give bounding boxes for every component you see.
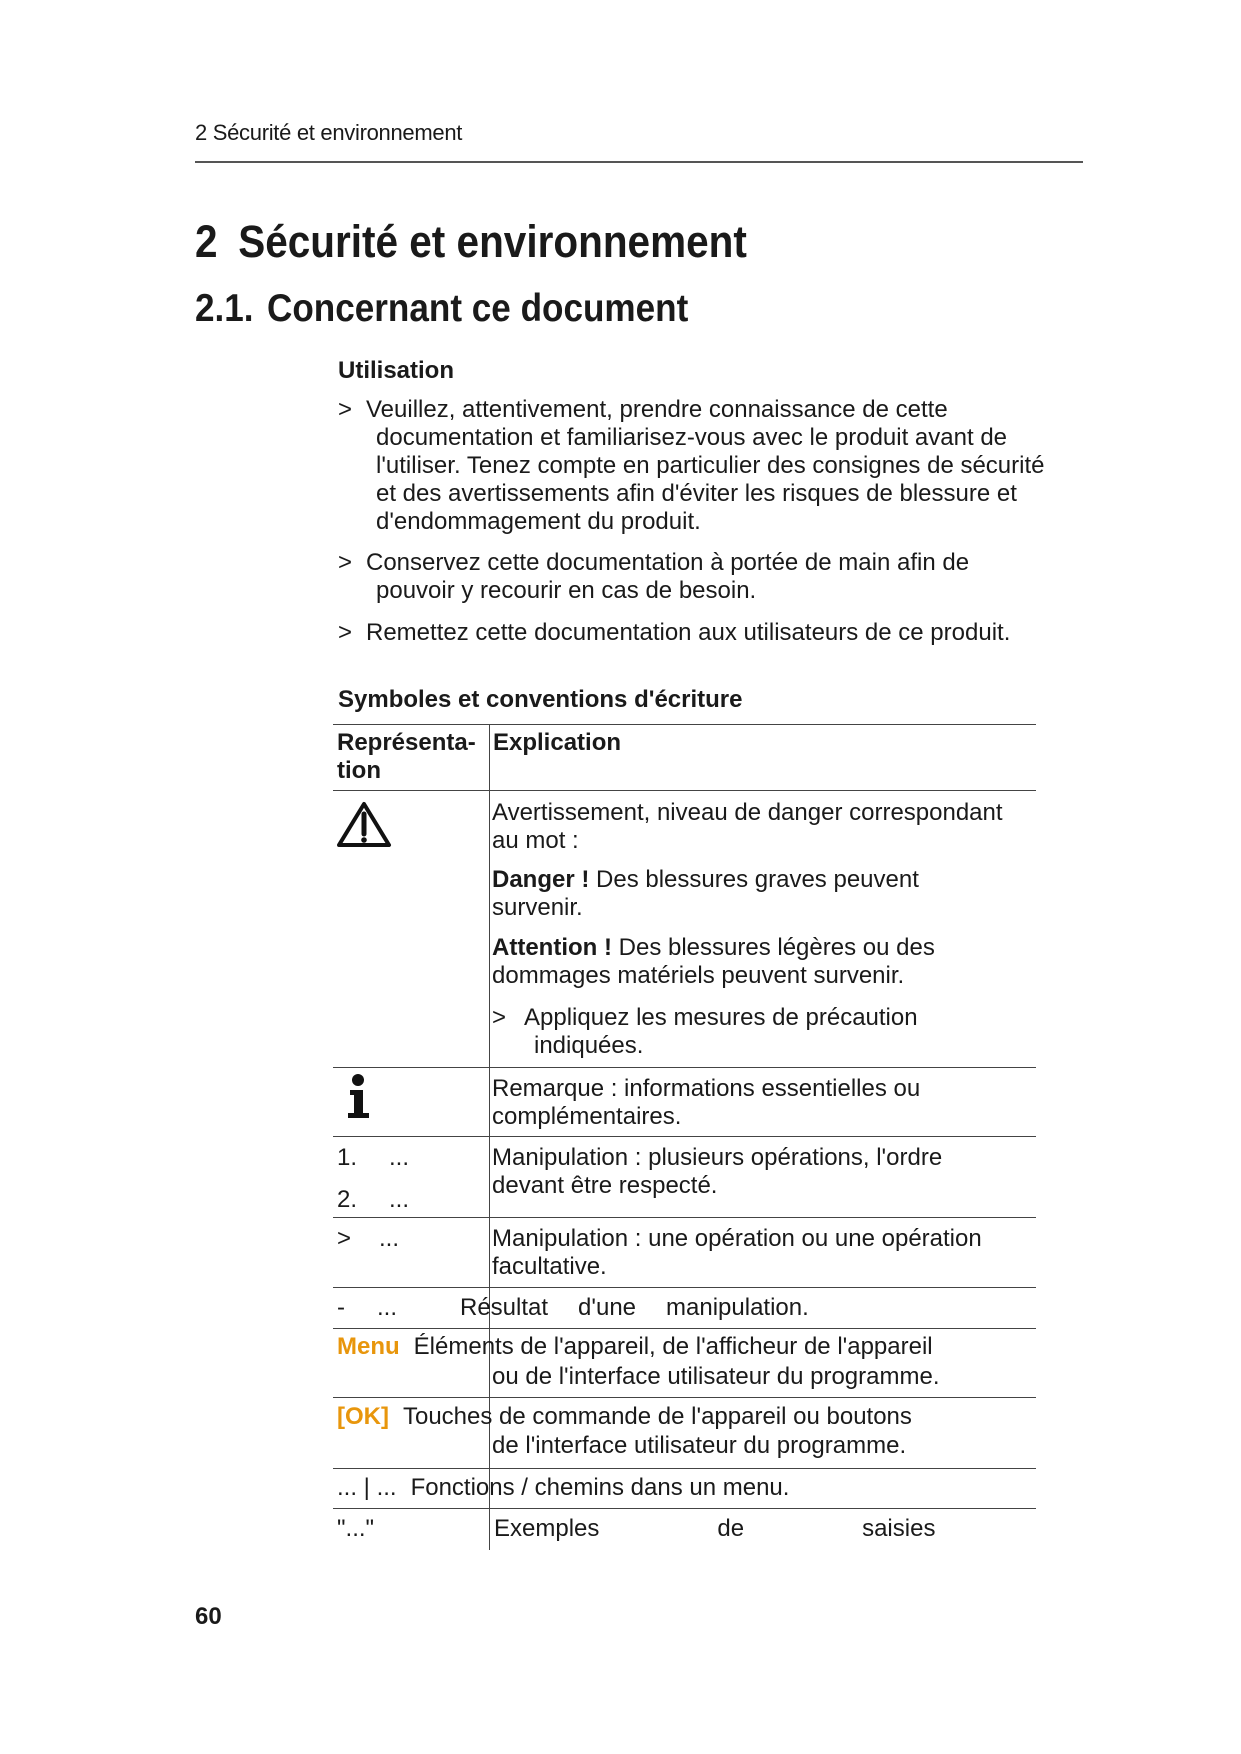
step-marker: > [337,1225,352,1252]
result-description [460,1294,809,1322]
path-row [337,1474,789,1502]
step-dots: ... [389,1186,410,1213]
desc-line: dommages matériels peuvent survenir. [492,962,905,989]
symbols-title: Symboles et conventions d'écriture [338,686,743,713]
step-line: et des avertissements afin d'éviter les risques de blessure et [376,480,1017,507]
single-step-rep [337,1225,399,1253]
chapter-heading [195,216,747,268]
table-rule [333,790,1036,791]
desc-line: Manipulation : plusieurs opérations, l'ordre [492,1144,943,1171]
precaution-step [492,1004,918,1060]
desc-word: Exemples [494,1515,600,1542]
desc-line: devant être respecté. [492,1172,718,1199]
section-title: Concernant ce document [267,287,689,330]
quote-rep: "..." [337,1515,375,1542]
path-rep: ... | ... [337,1474,397,1501]
header-line: tion [337,757,381,784]
multi-step-rep-1 [337,1144,409,1172]
step-number: 1. [337,1144,358,1171]
col-header-explication: Explication [493,729,622,756]
warning-description [492,799,1003,855]
desc-word: saisies [862,1515,936,1542]
step-line: Conservez cette documentation à portée de main afin de [366,549,970,576]
ok-key-label: [OK] [337,1403,389,1430]
desc-word: de [717,1515,745,1542]
step-line: pouvoir y recourir en cas de besoin. [376,577,757,604]
usage-step-1 [338,396,1078,536]
header-rule [195,161,1083,163]
menu-row-line-2: ou de l'interface utilisateur du programme. [492,1363,940,1390]
info-icon [345,1073,373,1119]
desc-line: au mot : [492,827,579,854]
desc-line: Avertissement, niveau de danger correspondant [492,799,1003,826]
step-line: documentation et familiarisez-vous avec le produit avant de [376,424,1008,451]
table-rule [333,724,1036,725]
menu-label: Menu [337,1333,400,1360]
section-number: 2.1. [195,287,254,330]
ok-row-line-1 [337,1403,912,1431]
col-header-representation [337,729,476,785]
table-rule [333,1397,1036,1398]
danger-label: Danger ! [492,866,590,893]
attention-description [492,934,935,990]
table-rule [333,1136,1036,1137]
note-description [492,1075,920,1131]
section-heading [195,287,688,331]
step-line: l'utiliser. Tenez compte en particulier des consignes de sécurité [376,452,1045,479]
desc-line: Touches de commande de l'appareil ou boutons [402,1403,912,1430]
step-line: d'endommagement du produit. [376,508,701,535]
step-number: 2. [337,1186,358,1213]
ok-row-line-2: de l'interface utilisateur du programme. [492,1432,907,1459]
step-marker: > [338,619,353,646]
warning-triangle-icon [336,800,392,848]
desc-line: facultative. [492,1253,607,1280]
step-dots: ... [389,1144,410,1171]
step-marker: > [338,396,353,423]
step-dots: ... [379,1225,400,1252]
header-line: Représenta- [337,729,476,756]
multi-step-description [492,1144,942,1200]
desc-line: indiquées. [534,1032,644,1059]
chapter-title: Sécurité et environnement [238,216,747,267]
attention-label: Attention ! [492,934,612,961]
step-line: Veuillez, attentivement, prendre connaissance de cette [366,396,948,423]
table-rule [333,1217,1036,1218]
table-rule [333,1287,1036,1288]
desc-line: Des blessures graves peuvent [596,866,919,893]
desc-line: Des blessures légères ou des [618,934,935,961]
result-marker: - [337,1294,345,1321]
desc-line: Fonctions / chemins dans un menu. [410,1474,790,1501]
danger-description [492,866,919,922]
result-rep [337,1294,397,1322]
usage-step-3 [338,619,1078,647]
single-step-description [492,1225,982,1281]
usage-step-2 [338,549,1078,605]
table-rule [333,1508,1036,1509]
desc-line: Remarque : informations essentielles ou [492,1075,921,1102]
desc-line: complémentaires. [492,1103,682,1130]
running-header: 2 Sécurité et environnement [195,120,463,145]
step-marker: > [338,549,353,576]
desc-word: Résultat [460,1294,549,1321]
result-dots: ... [377,1294,398,1321]
multi-step-rep-2 [337,1186,409,1214]
desc-word: d'une [578,1294,637,1321]
desc-line: Manipulation : une opération ou une opération [492,1225,982,1252]
desc-line: Appliquez les mesures de précaution [524,1004,918,1031]
chapter-number: 2 [195,216,218,267]
quote-description [494,1515,935,1543]
desc-line: Éléments de l'appareil, de l'afficheur de l'appareil [413,1333,933,1360]
step-marker: > [492,1004,507,1031]
desc-word: manipulation. [666,1294,809,1321]
table-rule [333,1328,1036,1329]
table-rule [333,1067,1036,1068]
step-line: Remettez cette documentation aux utilisateurs de ce produit. [366,619,1011,646]
desc-line: survenir. [492,894,583,921]
usage-title: Utilisation [338,357,455,384]
page-number: 60 [195,1603,222,1630]
table-rule [333,1468,1036,1469]
menu-row-line-1 [337,1333,933,1361]
